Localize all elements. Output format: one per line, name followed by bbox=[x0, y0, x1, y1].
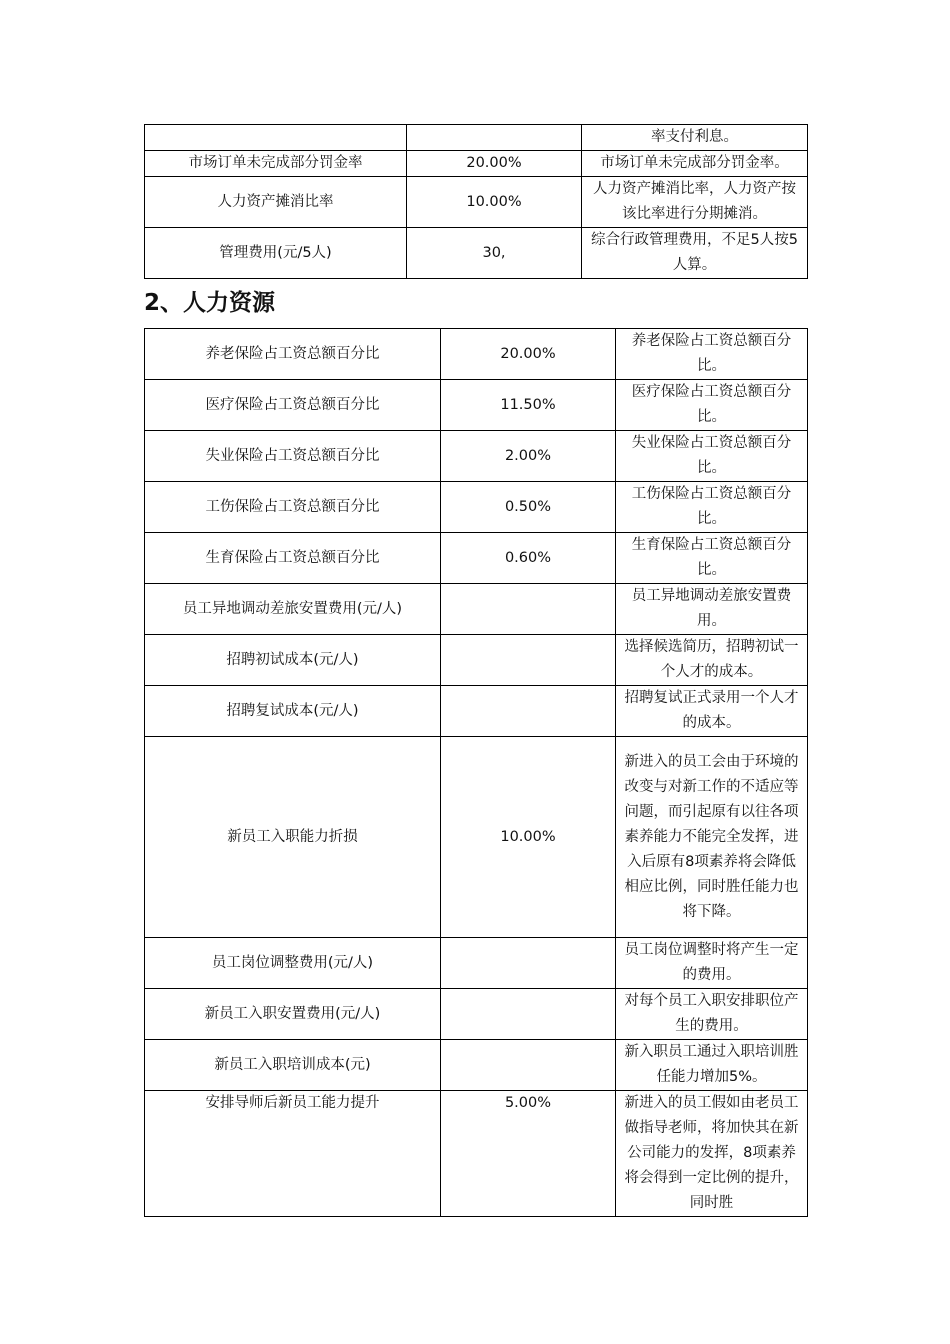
table-row bbox=[145, 938, 808, 989]
param-description: 工伤保险占工资总额百分比。 bbox=[616, 482, 808, 533]
param-description: 员工岗位调整时将产生一定的费用。 bbox=[616, 938, 808, 989]
param-value bbox=[441, 584, 616, 635]
param-name: 招聘初试成本(元/人) bbox=[145, 635, 441, 686]
param-value: 20.00% bbox=[407, 151, 582, 177]
table-row bbox=[145, 380, 808, 431]
section-heading: 2、人力资源 bbox=[144, 290, 276, 316]
param-description: 对每个员工入职安排职位产生的费用。 bbox=[616, 989, 808, 1040]
param-value: 30, bbox=[407, 228, 582, 279]
param-name: 新员工入职能力折损 bbox=[145, 737, 441, 938]
param-value: 0.50% bbox=[441, 482, 616, 533]
param-name: 新员工入职培训成本(元) bbox=[145, 1040, 441, 1091]
param-description: 医疗保险占工资总额百分比。 bbox=[616, 380, 808, 431]
param-value: 10.00% bbox=[441, 737, 616, 938]
table-row bbox=[145, 584, 808, 635]
param-value: 10.00% bbox=[407, 177, 582, 228]
param-description: 率支付利息。 bbox=[582, 125, 808, 151]
param-value bbox=[441, 989, 616, 1040]
table-row bbox=[145, 482, 808, 533]
param-value bbox=[441, 635, 616, 686]
table-row bbox=[145, 533, 808, 584]
param-description: 新进入的员工假如由老员工做指导老师，将加快其在新公司能力的发挥，8项素养将会得到一定比例的提升，同时胜 bbox=[616, 1091, 808, 1217]
param-description: 生育保险占工资总额百分比。 bbox=[616, 533, 808, 584]
table-row bbox=[145, 125, 808, 151]
table-row bbox=[145, 686, 808, 737]
table-row bbox=[145, 1040, 808, 1091]
param-name: 生育保险占工资总额百分比 bbox=[145, 533, 441, 584]
param-name: 招聘复试成本(元/人) bbox=[145, 686, 441, 737]
param-description: 招聘复试正式录用一个人才的成本。 bbox=[616, 686, 808, 737]
fee-parameter-table bbox=[144, 124, 808, 279]
param-description: 养老保险占工资总额百分比。 bbox=[616, 329, 808, 380]
param-value: 11.50% bbox=[441, 380, 616, 431]
param-value bbox=[441, 1040, 616, 1091]
table-row bbox=[145, 431, 808, 482]
param-value bbox=[441, 686, 616, 737]
param-name: 安排导师后新员工能力提升 bbox=[145, 1091, 441, 1217]
table-row bbox=[145, 151, 808, 177]
table-row bbox=[145, 1091, 808, 1217]
table-row bbox=[145, 228, 808, 279]
param-name: 医疗保险占工资总额百分比 bbox=[145, 380, 441, 431]
table-row bbox=[145, 989, 808, 1040]
param-value: 5.00% bbox=[441, 1091, 616, 1217]
param-description: 选择候选简历，招聘初试一个人才的成本。 bbox=[616, 635, 808, 686]
param-value: 0.60% bbox=[441, 533, 616, 584]
param-value: 2.00% bbox=[441, 431, 616, 482]
param-name: 管理费用(元/5人) bbox=[145, 228, 407, 279]
param-name: 市场订单未完成部分罚金率 bbox=[145, 151, 407, 177]
param-description: 市场订单未完成部分罚金率。 bbox=[582, 151, 808, 177]
param-name: 员工岗位调整费用(元/人) bbox=[145, 938, 441, 989]
param-description: 员工异地调动差旅安置费用。 bbox=[616, 584, 808, 635]
param-value bbox=[441, 938, 616, 989]
param-name: 工伤保险占工资总额百分比 bbox=[145, 482, 441, 533]
table-row bbox=[145, 329, 808, 380]
param-description: 综合行政管理费用，不足5人按5人算。 bbox=[582, 228, 808, 279]
param-description: 失业保险占工资总额百分比。 bbox=[616, 431, 808, 482]
param-name: 员工异地调动差旅安置费用(元/人) bbox=[145, 584, 441, 635]
table-row bbox=[145, 177, 808, 228]
param-description: 人力资产摊消比率，人力资产按该比率进行分期摊消。 bbox=[582, 177, 808, 228]
param-value: 20.00% bbox=[441, 329, 616, 380]
param-name: 人力资产摊消比率 bbox=[145, 177, 407, 228]
param-description: 新入职员工通过入职培训胜任能力增加5%。 bbox=[616, 1040, 808, 1091]
param-name: 失业保险占工资总额百分比 bbox=[145, 431, 441, 482]
table-row bbox=[145, 737, 808, 938]
hr-parameter-table bbox=[144, 328, 808, 1217]
param-value bbox=[407, 125, 582, 151]
param-description: 新进入的员工会由于环境的改变与对新工作的不适应等问题，而引起原有以往各项素养能力不能完全发挥，进入后原有8项素养将会降低相应比例，同时胜任能力也将下降。 bbox=[616, 737, 808, 938]
param-name: 养老保险占工资总额百分比 bbox=[145, 329, 441, 380]
param-name bbox=[145, 125, 407, 151]
table-row bbox=[145, 635, 808, 686]
param-name: 新员工入职安置费用(元/人) bbox=[145, 989, 441, 1040]
